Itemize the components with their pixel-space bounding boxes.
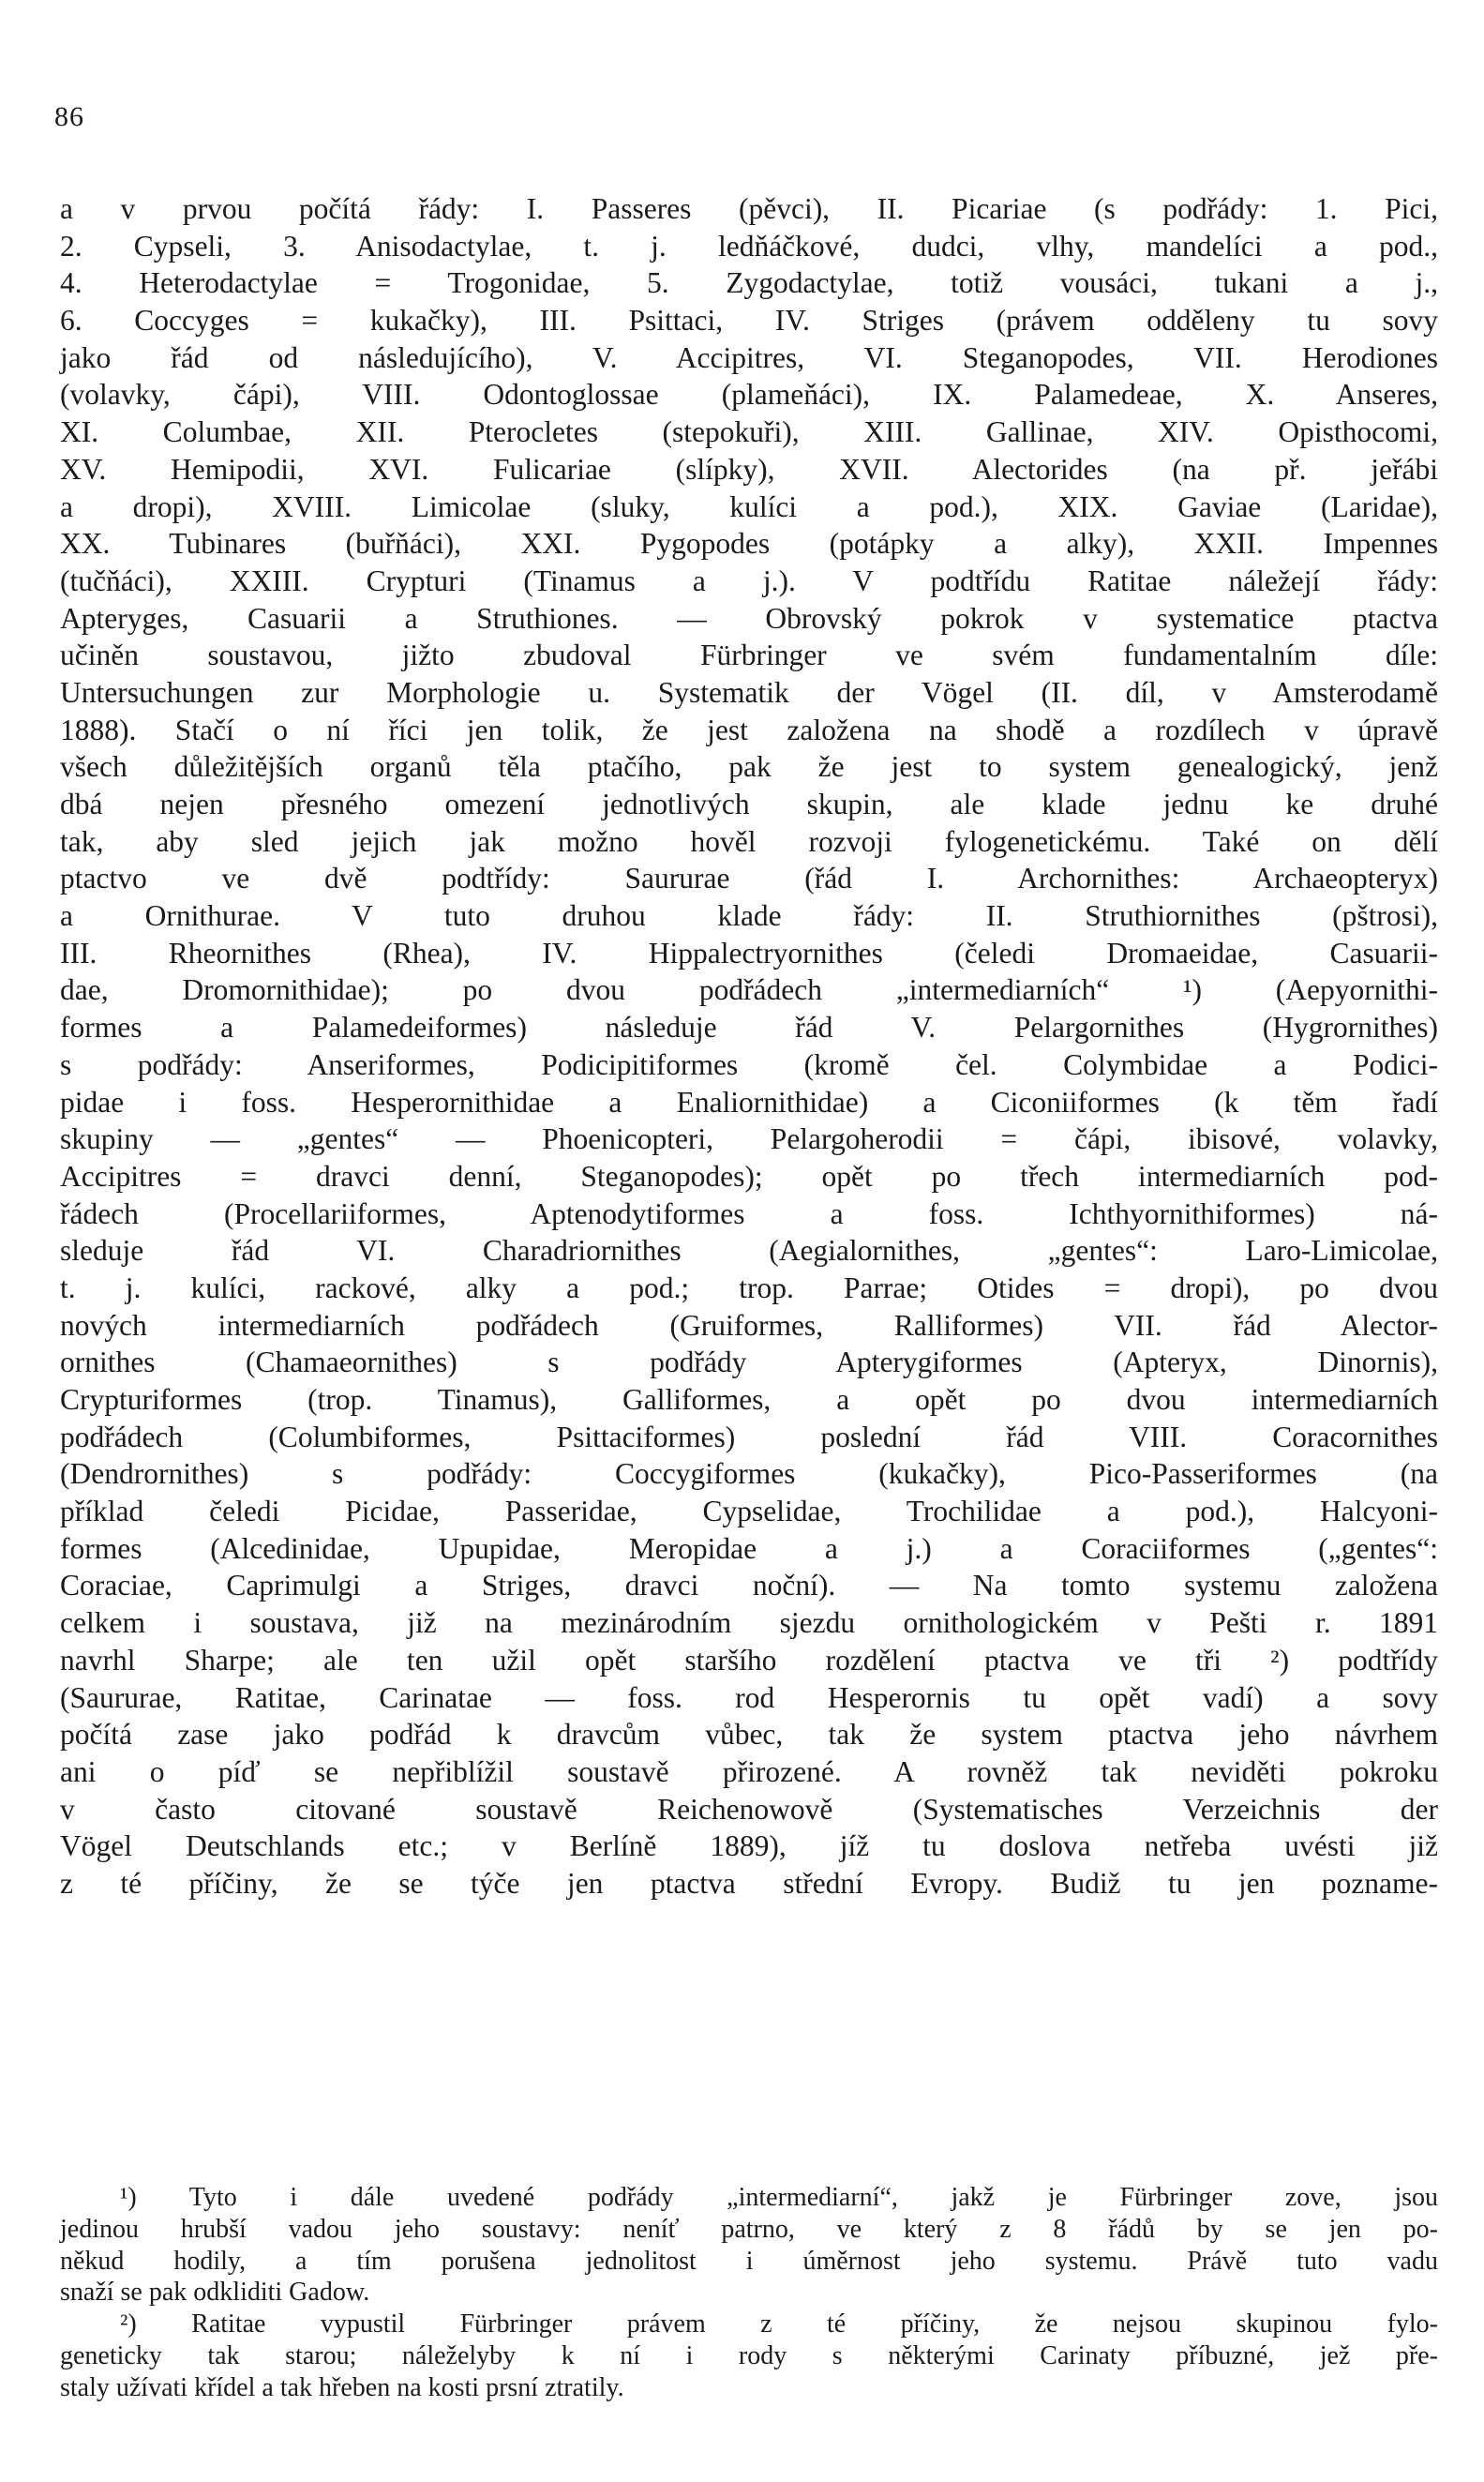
footnote-line: někud hodily, a tím porušena jednolitost i úměrnost jeho systemu. Právě tuto vadu [60,2246,1438,2276]
page-number: 86 [54,101,84,132]
text-line: ornithes (Chamaeornithes) s podřády Apterygiformes (Apteryx, Dinornis), [60,1346,1438,1379]
text-line: ptactvo ve dvě podtřídy: Saururae (řád I. Archornithes: Archaeopteryx) [60,862,1438,895]
text-line: všech důležitějších organů těla ptačího, pak že jest to system genealogický, jenž [60,750,1438,784]
text-line: (Dendrornithes) s podřády: Coccygiformes (kukačky), Pico-Passeriformes (na [60,1457,1438,1491]
text-line: počítá zase jako podřád k dravcům vůbec, tak že system ptactva jeho návrhem [60,1718,1438,1752]
text-line: Coraciae, Caprimulgi a Striges, dravci noční). — Na tomto systemu založena [60,1569,1438,1602]
text-line: dbá nejen přesného omezení jednotlivých skupin, ale klade jednu ke druhé [60,788,1438,820]
text-line: Accipitres = dravci denní, Steganopodes); opět po třech intermediarních pod- [60,1159,1438,1193]
text-line: podřádech (Columbiformes, Psittaciformes) poslední řád VIII. Coracornithes [60,1420,1438,1453]
text-line: (Saururae, Ratitae, Carinatae — foss. rod Hesperornis tu opět vadí) a sovy [60,1680,1438,1714]
text-line: Untersuchungen zur Morphologie u. Systematik der Vögel (II. díl, v Amsterodamě [60,675,1438,709]
main-text [60,190,1438,1903]
text-line: III. Rheornithes (Rhea), IV. Hippalectryornithes (čeledi Dromaeidae, Casuarii- [60,936,1438,970]
text-line: příklad čeledi Picidae, Passeridae, Cypselidae, Trochilidae a pod.), Halcyoni- [60,1495,1438,1528]
text-line: ani o píď se nepřiblížil soustavě přirozené. A rovněž tak neviděti pokroku [60,1754,1438,1788]
footnote-line: jedinou hrubší vadou jeho soustavy: neníť patrno, ve který z 8 řádů by se jen po- [60,2214,1438,2244]
text-line: tak, aby sled jejich jak možno hověl rozvoji fylogenetickému. Také on dělí [60,824,1438,858]
text-line: s podřády: Anseriformes, Podicipitiformes (kromě čel. Colymbidae a Podici- [60,1047,1438,1081]
text-line: a Ornithurae. V tuto druhou klade řády: II. Struthiornithes (pštrosi), [60,899,1438,933]
text-line: XI. Columbae, XII. Pterocletes (stepokuři), XIII. Gallinae, XIV. Opisthocomi, [60,415,1438,449]
text-line: XX. Tubinares (buřňáci), XXI. Pygopodes (potápky a alky), XXII. Impennes [60,527,1438,561]
footnotes [60,2182,1438,2404]
text-line: formes (Alcedinidae, Upupidae, Meropidae a j.) a Coraciiformes („gentes“: [60,1531,1438,1565]
text-line: dae, Dromornithidae); po dvou podřádech „intermediarních“ ¹) (Aepyornithi- [60,973,1438,1007]
text-line: 2. Cypseli, 3. Anisodactylae, t. j. ledňáčkové, dudci, vlhy, mandelíci a pod., [60,229,1438,263]
text-line: jako řád od následujícího), V. Accipitres, VI. Steganopodes, VII. Herodiones [60,340,1438,374]
text-line: XV. Hemipodii, XVI. Fulicariae (slípky), XVII. Alectorides (na př. jeřábi [60,452,1438,486]
text-line: formes a Palamedeiformes) následuje řád V. Pelargornithes (Hygrornithes) [60,1011,1438,1045]
footnote-line: ¹) Tyto i dále uvedené podřády „intermediarní“, jakž je Fürbringer zove, jsou [120,2183,1438,2212]
text-line: učiněn soustavou, jižto zbudoval Fürbringer ve svém fundamentalním díle: [60,639,1438,672]
footnote-line: geneticky tak starou; náleželyby k ní i rody s některými Carinaty příbuzné, jež pře- [60,2340,1438,2370]
text-line: t. j. kulíci, rackové, alky a pod.; trop. Parrae; Otides = dropi), po dvou [60,1271,1438,1304]
text-line: Vögel Deutschlands etc.; v Berlíně 1889), jíž tu doslova netřeba uvésti již [60,1829,1438,1863]
text-line: a v prvou počítá řády: I. Passeres (pěvci), II. Picariae (s podřády: 1. Pici, [60,192,1438,225]
text-line: (tučňáci), XXIII. Crypturi (Tinamus a j.). V podtřídu Ratitae náležejí řády: [60,564,1438,597]
footnote-line: ²) Ratitae vypustil Fürbringer právem z té příčiny, že nejsou skupinou fylo- [120,2309,1438,2339]
text-line: Apteryges, Casuarii a Struthiones. — Obrovský pokrok v systematice ptactva [60,601,1438,635]
text-line: navrhl Sharpe; ale ten užil opět staršího rozdělení ptactva ve tři ²) podtřídy [60,1643,1438,1677]
text-line: (volavky, čápi), VIII. Odontoglossae (plameňáci), IX. Palamedeae, X. Anseres, [60,378,1438,412]
text-line: a dropi), XVIII. Limicolae (sluky, kulíci a pod.), XIX. Gaviae (Laridae), [60,489,1438,523]
text-line: Crypturiformes (trop. Tinamus), Galliformes, a opět po dvou intermediarních [60,1383,1438,1416]
text-line: řádech (Procellariiformes, Aptenodytiformes a foss. Ichthyornithiformes) ná- [60,1196,1438,1230]
text-line: pidae i foss. Hesperornithidae a Enaliornithidae) a Ciconiiformes (k těm řadí [60,1085,1438,1119]
text-line: sleduje řád VI. Charadriornithes (Aegialornithes, „gentes“: Laro-Limicolae, [60,1234,1438,1268]
text-line: skupiny — „gentes“ — Phoenicopteri, Pelargoherodii = čápi, ibisové, volavky, [60,1122,1438,1156]
text-line: 6. Coccyges = kukačky), III. Psittaci, IV. Striges (právem odděleny tu sovy [60,304,1438,338]
text-line: 4. Heterodactylae = Trogonidae, 5. Zygodactylae, totiž vousáci, tukani a j., [60,266,1438,300]
text-line: v často citované soustavě Reichenowově (Systematisches Verzeichnis der [60,1792,1438,1826]
text-line: celkem i soustava, již na mezinárodním sjezdu ornithologickém v Pešti r. 1891 [60,1606,1438,1640]
text-line: nových intermediarních podřádech (Gruiformes, Ralliformes) VII. řád Alector- [60,1308,1438,1342]
footnote-line: staly užívati křídel a tak hřeben na kosti prsní ztratily. [60,2372,624,2402]
text-line: 1888). Stačí o ní říci jen tolik, že jest založena na shodě a rozdílech v úpravě [60,713,1438,746]
text-line: z té příčiny, že se týče jen ptactva střední Evropy. Budiž tu jen poznamе- [60,1866,1438,1900]
footnote-line: snaží se pak odkliditi Gadow. [60,2278,370,2308]
